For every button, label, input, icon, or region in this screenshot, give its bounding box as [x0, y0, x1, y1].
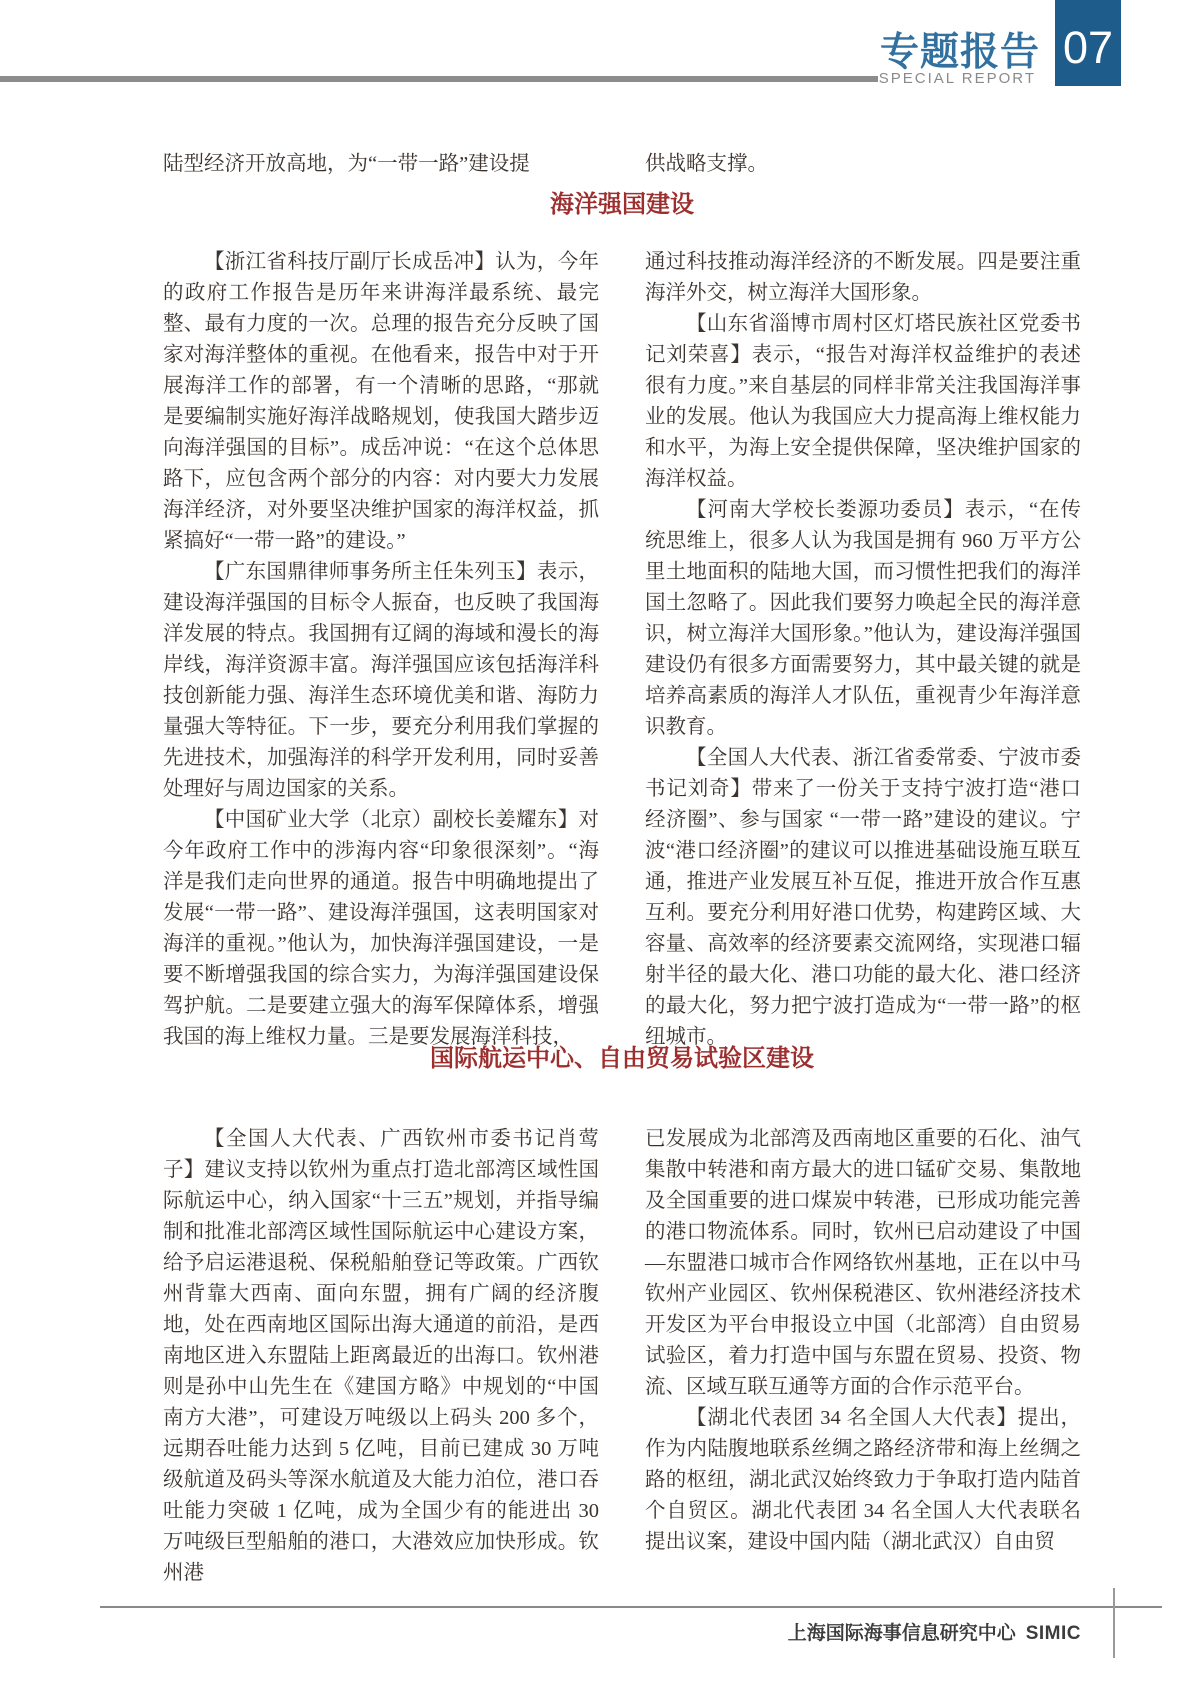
- header-title-cn: 专题报告: [879, 31, 1040, 74]
- footer-org-name-cn: 上海国际海事信息研究中心: [787, 1623, 1016, 1644]
- paragraph: 【全国人大代表、浙江省委常委、宁波市委书记刘奇】带来了一份关于支持宁波打造“港口经济圈”、参与国家 “一带一路”建设的建议。宁波“港口经济圈”的建议可以推进基础设施互联互通，推进产业发展互补互促，推进开放合作互惠互利。要充分利用好港口优势，构建跨区域、大容量、高效率的经济要素交流网络，实现港口辐射半径的最大化、港口功能的最大化、港口经济的最大化，努力把宁波打造成为“一带一路”的枢纽城市。: [645, 747, 1081, 1048]
- section2-right-column: [645, 1124, 1081, 1558]
- section1-left-column: [163, 247, 599, 1053]
- section-heading-shipping-center: 国际航运中心、自由贸易试验区建设: [430, 1046, 814, 1072]
- intro-fragment-right: 供战略支撑。: [645, 153, 768, 175]
- footer-vertical-rule: [1113, 1588, 1115, 1658]
- section1-right-column: [645, 247, 1081, 1053]
- paragraph-continuation: 已发展成为北部湾及西南地区重要的石化、油气集散中转港和南方最大的进口锰矿交易、集散地及全国重要的进口煤炭中转港，已形成功能完善的港口物流体系。同时，钦州已启动建设了中国—东盟港口城市合作网络钦州基地，正在以中马钦州产业园区、钦州保税港区、钦州港经济技术开发区为平台申报设立中国（北部湾）自由贸易试验区，着力打造中国与东盟在贸易、投资、物流、区域互联互通等方面的合作示范平台。: [645, 1128, 1081, 1398]
- paragraph-continuation: 通过科技推动海洋经济的不断发展。四是要注重海洋外交，树立海洋大国形象。: [645, 251, 1081, 304]
- page-number-badge: 07: [1055, 0, 1121, 86]
- paragraph: 【浙江省科技厅副厅长成岳冲】认为，今年的政府工作报告是历年来讲海洋最系统、最完整、最有力度的一次。总理的报告充分反映了国家对海洋整体的重视。在他看来，报告中对于开展海洋工作的部署，有一个清晰的思路，“那就是要编制实施好海洋战略规划，使我国大踏步迈向海洋强国的目标”。成岳冲说：“在这个总体思路下，应包含两个部分的内容：对内要大力发展海洋经济，对外要坚决维护国家的海洋权益，抓紧搞好“一带一路”的建设。”: [163, 251, 599, 552]
- footer-organization: [163, 1618, 1081, 1645]
- intro-fragment-left: 陆型经济开放高地，为“一带一路”建设提: [163, 153, 530, 175]
- paragraph: 【全国人大代表、广西钦州市委书记肖莺子】建议支持以钦州为重点打造北部湾区域性国际航运中心，纳入国家“十三五”规划，并指导编制和批准北部湾区域性国际航运中心建设方案，给予启运港退税、保税船舶登记等政策。广西钦州背靠大西南、面向东盟，拥有广阔的经济腹地，处在西南地区国际出海大通道的前沿，是西南地区进入东盟陆上距离最近的出海口。钦州港则是孙中山先生在《建国方略》中规划的“中国南方大港”，可建设万吨级以上码头 200 多个，远期吞吐能力达到 5 亿吨，目前已建成 30 万吨级航道及码头等深水航道及大能力泊位，港口吞吐能力突破 1 亿吨，成为全国少有的能进出 30 万吨级巨型船舶的港口，大港效应加快形成。钦州港: [163, 1128, 599, 1584]
- paragraph: 【河南大学校长娄源功委员】表示，“在传统思维上，很多人认为我国是拥有 960 万平方公里土地面积的陆地大国，而习惯性把我们的海洋国土忽略了。因此我们要努力唤起全民的海洋意识，树立海洋大国形象。”他认为，建设海洋强国建设仍有很多方面需要努力，其中最关键的就是培养高素质的海洋人才队伍，重视青少年海洋意识教育。: [645, 499, 1081, 738]
- paragraph: 【中国矿业大学（北京）副校长姜耀东】对今年政府工作中的涉海内容“印象很深刻”。“海洋是我们走向世界的通道。报告中明确地提出了发展“一带一路”、建设海洋强国，这表明国家对海洋的重视。”他认为，加快海洋强国建设，一是要不断增强我国的综合实力，为海洋强国建设保驾护航。二是要建立强大的海军保障体系，增强我国的海上维权力量。三是要发展海洋科技，: [163, 809, 599, 1048]
- header-divider-bar: [0, 76, 878, 82]
- section-heading-ocean-power: 海洋强国建设: [550, 192, 694, 218]
- section2-left-column: [163, 1124, 599, 1589]
- paragraph: 【湖北代表团 34 名全国人大代表】提出，作为内陆腹地联系丝绸之路经济带和海上丝绸之路的枢纽，湖北武汉始终致力于争取打造内陆首个自贸区。湖北代表团 34 名全国人大代表联名提出议案，建设中国内陆（湖北武汉）自由贸: [645, 1407, 1081, 1553]
- paragraph: 【广东国鼎律师事务所主任朱列玉】表示，建设海洋强国的目标令人振奋，也反映了我国海洋发展的特点。我国拥有辽阔的海域和漫长的海岸线，海洋资源丰富。海洋强国应该包括海洋科技创新能力强、海洋生态环境优美和谐、海防力量强大等特征。下一步，要充分利用我们掌握的先进技术，加强海洋的科学开发利用，同时妥善处理好与周边国家的关系。: [163, 561, 599, 800]
- footer-divider-line: [100, 1606, 1162, 1608]
- footer-org-abbr: SIMIC: [1025, 1623, 1081, 1644]
- paragraph: 【山东省淄博市周村区灯塔民族社区党委书记刘荣喜】表示，“报告对海洋权益维护的表述很有力度。”来自基层的同样非常关注我国海洋事业的发展。他认为我国应大力提高海上维权能力和水平，为海上安全提供保障，坚决维护国家的海洋权益。: [645, 313, 1081, 490]
- header-title-en: SPECIAL REPORT: [878, 70, 1036, 87]
